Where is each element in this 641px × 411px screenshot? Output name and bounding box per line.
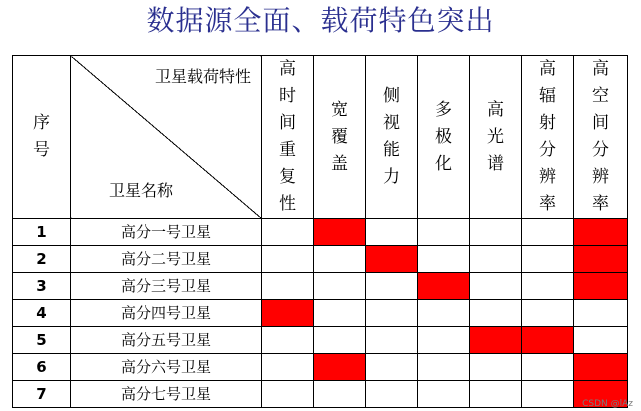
satellite-name: 高分三号卫星	[71, 273, 262, 300]
feature-mark-cell	[574, 273, 628, 300]
feature-empty-cell	[522, 219, 574, 246]
feature-empty-cell	[470, 354, 522, 381]
header-col: 高辐射分辨率	[522, 56, 574, 219]
feature-empty-cell	[366, 300, 418, 327]
feature-mark-cell	[470, 327, 522, 354]
feature-mark-cell	[314, 354, 366, 381]
header-col: 侧视能力	[366, 56, 418, 219]
feature-mark-cell	[418, 273, 470, 300]
feature-empty-cell	[470, 246, 522, 273]
header-col: 高空间分辨率	[574, 56, 628, 219]
header-col: 高时间重复性	[262, 56, 314, 219]
feature-empty-cell	[522, 246, 574, 273]
page-title: 数据源全面、载荷特色突出	[146, 4, 495, 37]
table-row	[13, 273, 628, 300]
table-row	[13, 381, 628, 408]
satellite-name: 高分五号卫星	[71, 327, 262, 354]
header-payload-label: 卫星载荷特性	[154, 67, 251, 86]
feature-empty-cell	[314, 381, 366, 408]
feature-empty-cell	[262, 246, 314, 273]
feature-empty-cell	[314, 300, 366, 327]
table-header-row	[13, 56, 628, 219]
feature-empty-cell	[522, 273, 574, 300]
feature-empty-cell	[314, 273, 366, 300]
feature-mark-cell	[366, 246, 418, 273]
table-row	[13, 300, 628, 327]
table-row	[13, 354, 628, 381]
satellite-name: 高分七号卫星	[71, 381, 262, 408]
feature-empty-cell	[262, 219, 314, 246]
feature-empty-cell	[522, 381, 574, 408]
feature-empty-cell	[522, 354, 574, 381]
satellite-name: 高分一号卫星	[71, 219, 262, 246]
header-col: 宽覆盖	[314, 56, 366, 219]
feature-empty-cell	[366, 219, 418, 246]
feature-empty-cell	[470, 381, 522, 408]
feature-mark-cell	[574, 246, 628, 273]
feature-empty-cell	[418, 381, 470, 408]
feature-empty-cell	[366, 273, 418, 300]
feature-empty-cell	[574, 327, 628, 354]
row-number: 1	[13, 219, 71, 246]
table-row	[13, 219, 628, 246]
feature-empty-cell	[574, 300, 628, 327]
feature-empty-cell	[470, 273, 522, 300]
header-satellite-label: 卫星名称	[109, 181, 174, 200]
satellite-name: 高分二号卫星	[71, 246, 262, 273]
feature-mark-cell	[574, 219, 628, 246]
feature-empty-cell	[366, 381, 418, 408]
feature-mark-cell	[574, 354, 628, 381]
table-row	[13, 327, 628, 354]
row-number: 3	[13, 273, 71, 300]
feature-empty-cell	[418, 246, 470, 273]
feature-empty-cell	[366, 354, 418, 381]
satellite-payload-table	[12, 55, 628, 408]
header-seq: 序号	[13, 56, 71, 219]
header-diagonal-cell	[71, 56, 262, 219]
header-col: 高光谱	[470, 56, 522, 219]
row-number: 4	[13, 300, 71, 327]
header-col: 多极化	[418, 56, 470, 219]
feature-empty-cell	[470, 300, 522, 327]
row-number: 2	[13, 246, 71, 273]
row-number: 6	[13, 354, 71, 381]
satellite-name: 高分六号卫星	[71, 354, 262, 381]
feature-mark-cell	[522, 327, 574, 354]
feature-empty-cell	[418, 327, 470, 354]
row-number: 7	[13, 381, 71, 408]
feature-empty-cell	[470, 219, 522, 246]
row-number: 5	[13, 327, 71, 354]
feature-empty-cell	[314, 327, 366, 354]
feature-empty-cell	[418, 219, 470, 246]
feature-empty-cell	[366, 327, 418, 354]
feature-empty-cell	[522, 300, 574, 327]
feature-empty-cell	[418, 354, 470, 381]
feature-mark-cell	[262, 300, 314, 327]
feature-empty-cell	[314, 246, 366, 273]
feature-empty-cell	[262, 354, 314, 381]
feature-empty-cell	[418, 300, 470, 327]
feature-mark-cell	[314, 219, 366, 246]
table-row	[13, 246, 628, 273]
satellite-name: 高分四号卫星	[71, 300, 262, 327]
watermark: CSDN @lAz	[582, 399, 633, 409]
feature-empty-cell	[262, 273, 314, 300]
feature-empty-cell	[262, 381, 314, 408]
feature-empty-cell	[262, 327, 314, 354]
